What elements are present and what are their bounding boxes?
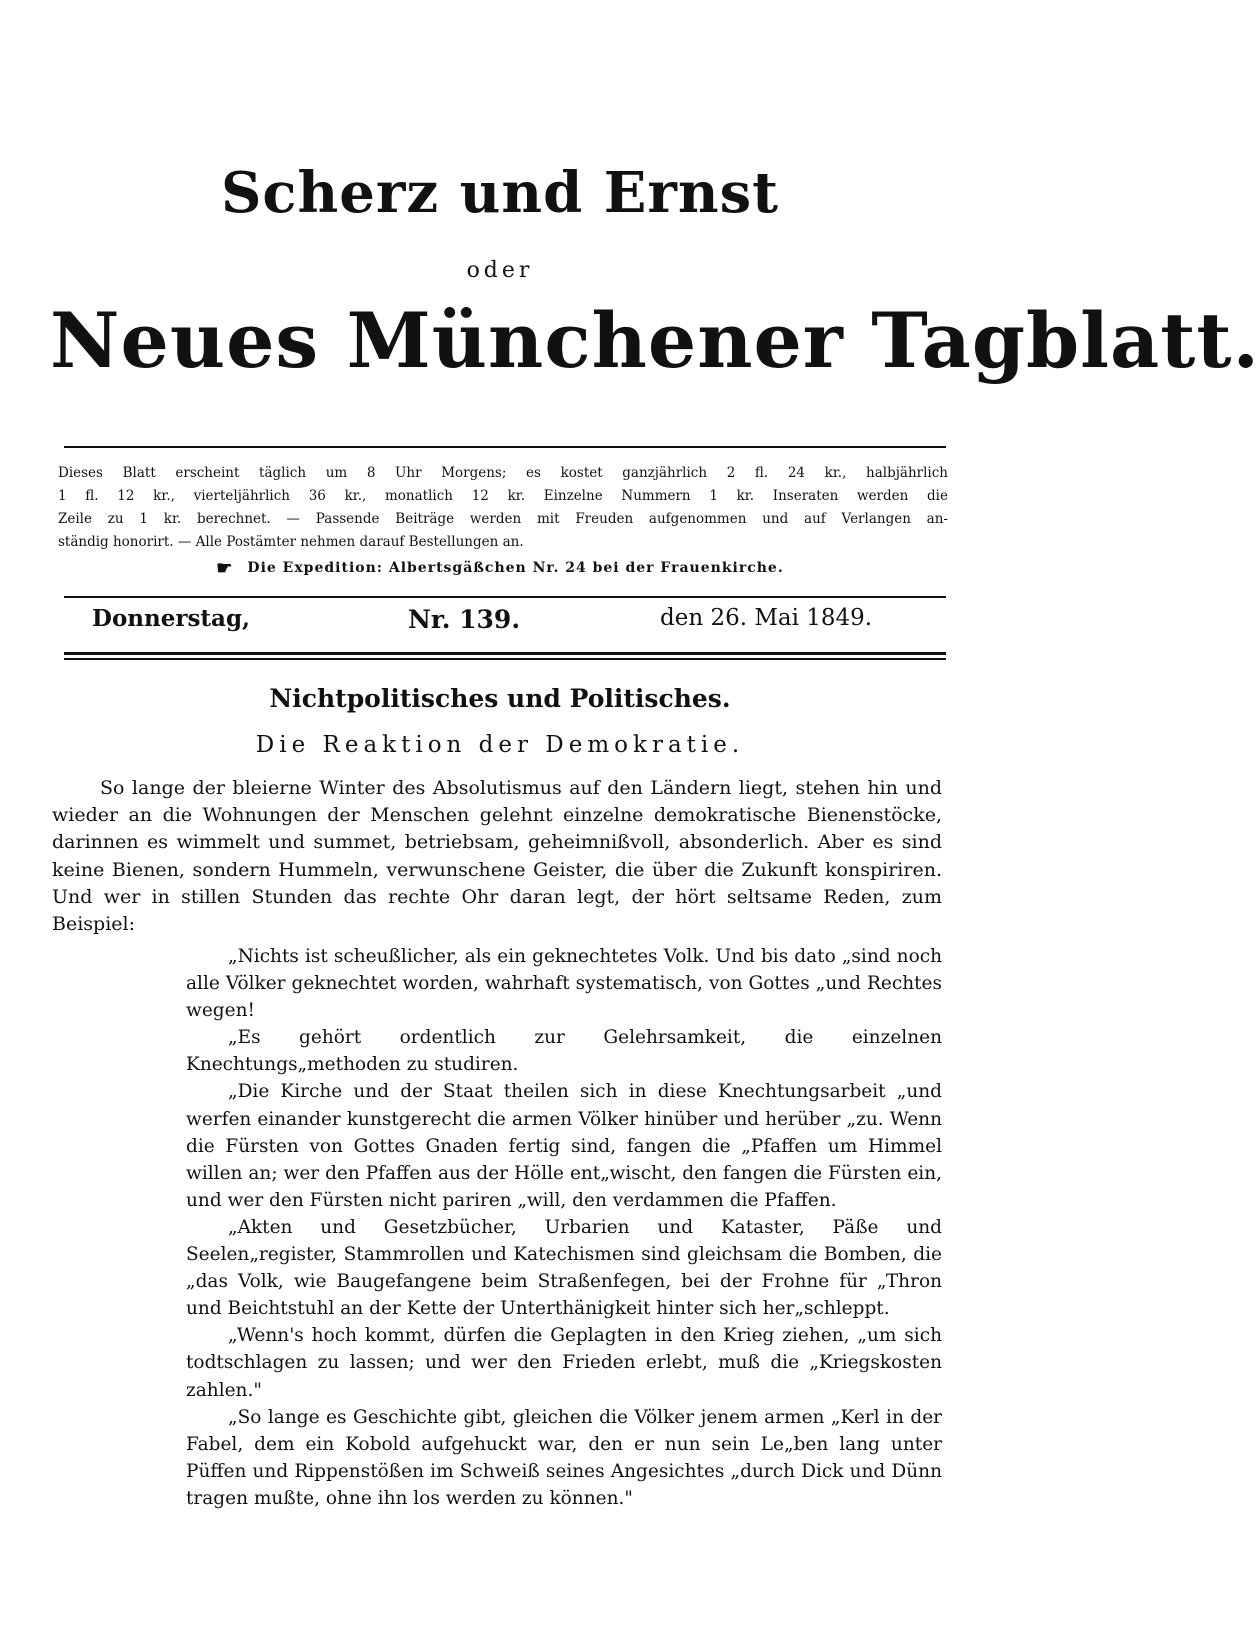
notice-line: Zeile zu 1 kr. berechnet. — Passende Beiträge werden mit Freuden aufgenommen und auf Verlangen an- <box>58 511 948 527</box>
dateline-rule-bottom <box>64 652 946 655</box>
notice-line: ständig honorirt. — Alle Postämter nehmen darauf Bestellungen an. <box>58 534 524 550</box>
issue-number: Nr. 139. <box>408 605 521 634</box>
issue-date: den 26. Mai 1849. <box>660 605 873 631</box>
dateline-rule-bottom-thin <box>64 658 946 660</box>
intro-paragraph: So lange der bleierne Winter des Absolutismus auf den Ländern liegt, stehen hin und wieder an die Wohnungen der Menschen gelehnt einzelne demokratische Bienenstöcke, darinnen es wimmelt und summet, betriebsam, geheimnißvoll, absonderlich. Aber es sind keine Bienen, sondern Hummeln, verwunschene Geister, die über die Zukunft konspiriren. Und wer in stillen Stunden das rechte Ohr daran legt, der hört seltsame Reden, zum Beispiel: <box>52 777 942 936</box>
article-subheadline: Die Reaktion der Demokratie. <box>255 732 745 758</box>
expedition-line <box>0 558 1000 579</box>
expedition-text: Die Expedition: Albertsgäßchen Nr. 24 bei der Frauenkirche. <box>247 560 784 576</box>
notice-line: 1 fl. 12 kr., vierteljährlich 36 kr., monatlich 12 kr. Einzelne Nummern 1 kr. Inseraten werden die <box>58 488 948 504</box>
subscription-notice <box>58 462 948 554</box>
dateline-day: Donnerstag, <box>92 605 251 632</box>
quote-paragraph: „Wenn's hoch kommt, dürfen die Geplagten in den Krieg ziehen, „um sich todtschlagen zu lassen; und wer den Frieden erlebt, muß die „Kriegskosten zahlen." <box>186 1325 942 1401</box>
article-intro <box>52 775 942 938</box>
quote-paragraph: „Nichts ist scheußlicher, als ein geknechtetes Volk. Und bis dato „sind noch alle Völker geknechtet worden, wahrhaft systematisch, von Gottes „und Rechtes wegen! <box>186 946 942 1022</box>
quote-paragraph: „Die Kirche und der Staat theilen sich in diese Knechtungsarbeit „und werfen einander kunstgerecht die armen Völker hinüber und herüber „zu. Wenn die Fürsten von Gottes Gnaden fertig sind, fangen die „Pfaffen um Himmel willen an; wer den Pfaffen aus der Hölle ent„wischt, den fangen die Fürsten ein, und wer den Fürsten nicht pariren „will, den verdammen die Pfaffen. <box>186 1081 942 1211</box>
quote-paragraph: „Es gehört ordentlich zur Gelehrsamkeit, die einzelnen Knechtungs„methoden zu studiren. <box>186 1027 942 1076</box>
article-quotes <box>186 943 942 1512</box>
dateline-rule-top <box>64 596 946 598</box>
masthead-title-top: Scherz und Ernst <box>220 160 780 226</box>
pointing-hand-icon: ☛ <box>216 558 234 579</box>
masthead-conjunction: oder <box>466 258 534 283</box>
notice-line: Dieses Blatt erscheint täglich um 8 Uhr Morgens; es kostet ganzjährlich 2 fl. 24 kr., halbjährlich <box>58 465 948 481</box>
article-headline: Nichtpolitisches und Politisches. <box>269 684 731 713</box>
quote-paragraph: „Akten und Gesetzbücher, Urbarien und Kataster, Päße und Seelen„register, Stammrollen und Katechismen sind gleichsam die Bomben, die „das Volk, wie Baugefangene beim Straßenfegen, bei der Frohne für „Thron und Beichtstuhl an der Kette der Unterthänigkeit hinter sich her„schleppt. <box>186 1216 942 1320</box>
masthead-title-main: Neues Münchener Tagblatt. <box>50 296 1260 385</box>
masthead-rule <box>64 446 946 448</box>
quote-paragraph: „So lange es Geschichte gibt, gleichen die Völker jenem armen „Kerl in der Fabel, dem ein Kobold aufgehuckt war, den er nun sein Le„ben lang unter Püffen und Rippenstößen im Schweiß seines Angesichtes „durch Dick und Dünn tragen mußte, ohne ihn los werden zu können." <box>186 1406 942 1509</box>
